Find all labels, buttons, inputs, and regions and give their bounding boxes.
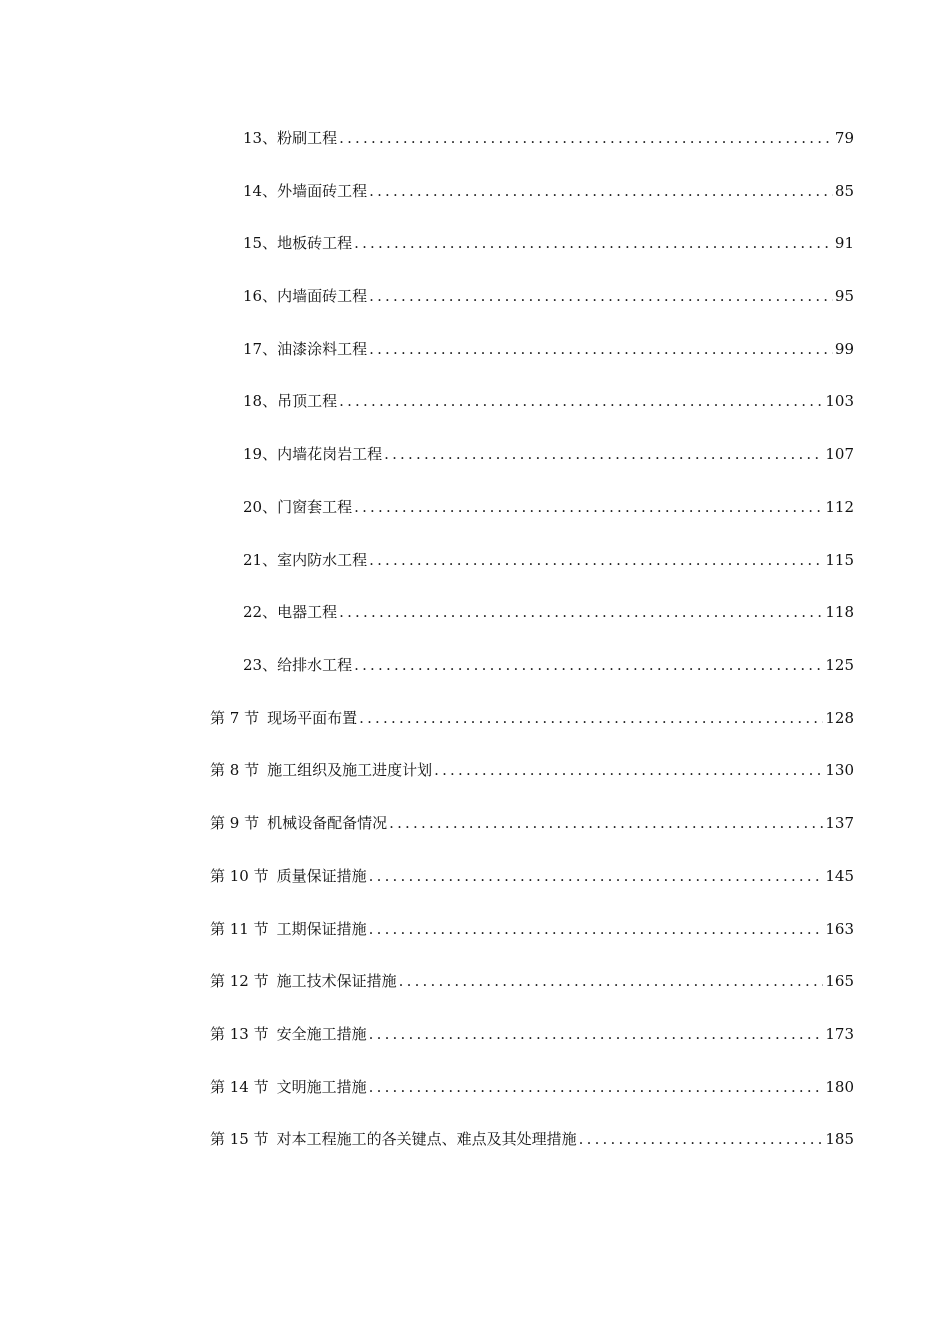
dot-leader [354,650,823,680]
toc-entry-page: 118 [825,603,854,621]
toc-entry-title: 给排水工程 [277,656,353,674]
toc-entry-page: 99 [834,340,854,358]
toc-entry-number: 20、 [243,498,278,516]
toc-entry-title: 室内防水工程 [277,551,368,569]
toc-entry-page: 125 [825,656,854,674]
toc-section-title: 工期保证措施 [276,920,367,938]
toc-entry-title: 内墙面砖工程 [277,287,368,305]
dot-leader [339,123,833,153]
toc-section-page: 130 [825,761,854,779]
toc-entry[interactable] [243,597,854,627]
dot-leader [354,492,823,522]
toc-entry-title: 门窗套工程 [277,498,353,516]
toc-section-label: 第 12 节 [210,972,269,990]
toc-section-label: 第 8 节 [210,761,260,779]
toc-section-page: 163 [825,920,854,938]
toc-entry-title: 吊顶工程 [277,392,338,410]
toc-entry[interactable] [243,545,854,575]
toc-section[interactable] [210,861,854,891]
toc-entry-number: 16、 [243,287,278,305]
dot-leader [339,386,823,416]
dot-leader [339,597,823,627]
toc-section[interactable] [210,1019,854,1049]
toc-section-label: 第 15 节 [210,1130,269,1148]
dot-leader [369,281,833,311]
toc-section-page: 128 [825,709,854,727]
toc-entry-page: 112 [825,498,854,516]
toc-entry-number: 23、 [243,656,278,674]
dot-leader [389,808,823,838]
toc-entry[interactable] [243,123,854,153]
toc-entry-title: 外墙面砖工程 [277,182,368,200]
toc-entry-number: 22、 [243,603,278,621]
toc-entry[interactable] [243,176,854,206]
toc-entry[interactable] [243,492,854,522]
toc-section[interactable] [210,1124,854,1154]
dot-leader [369,334,833,364]
dot-leader [354,228,833,258]
toc-section-label: 第 9 节 [210,814,260,832]
toc-section-page: 137 [825,814,854,832]
dot-leader [399,966,824,996]
dot-leader [369,861,824,891]
toc-section[interactable] [210,755,854,785]
toc-entry-page: 115 [825,551,854,569]
toc-section-title: 质量保证措施 [276,867,367,885]
toc-section-label: 第 14 节 [210,1078,269,1096]
toc-entry[interactable] [243,386,854,416]
toc-entry-number: 14、 [243,182,278,200]
toc-entry-page: 85 [834,182,854,200]
toc-section[interactable] [210,914,854,944]
toc-entry-number: 21、 [243,551,278,569]
dot-leader [384,439,823,469]
dot-leader [434,755,823,785]
toc-section-label: 第 13 节 [210,1025,269,1043]
toc-section-title: 施工技术保证措施 [276,972,397,990]
toc-entry[interactable] [243,650,854,680]
toc-entry-page: 107 [825,445,854,463]
toc-entry-number: 17、 [243,340,278,358]
toc-entry-number: 19、 [243,445,278,463]
toc-entry-number: 18、 [243,392,278,410]
toc-section-title: 安全施工措施 [276,1025,367,1043]
toc-section[interactable] [210,703,854,733]
toc-entry-number: 13、 [243,129,278,147]
dot-leader [579,1124,824,1154]
toc-entry-page: 103 [825,392,854,410]
toc-section-title: 施工组织及施工进度计划 [267,761,433,779]
toc-entry-page: 79 [834,129,854,147]
toc-entry-number: 15、 [243,234,278,252]
toc-entry-page: 95 [834,287,854,305]
toc-section-label: 第 7 节 [210,709,260,727]
toc-section-title: 机械设备配备情况 [267,814,388,832]
toc-section-label: 第 11 节 [210,920,269,938]
dot-leader [359,703,823,733]
toc-entry[interactable] [243,439,854,469]
toc-section-page: 173 [825,1025,854,1043]
dot-leader [369,914,824,944]
toc-entry[interactable] [243,281,854,311]
toc-entry[interactable] [243,228,854,258]
toc-entry-title: 油漆涂料工程 [277,340,368,358]
toc-section-page: 185 [825,1130,854,1148]
toc-entry-page: 91 [834,234,854,252]
dot-leader [369,1019,824,1049]
toc-section-title: 对本工程施工的各关键点、难点及其处理措施 [276,1130,577,1148]
toc-entry[interactable] [243,334,854,364]
toc-section-title: 文明施工措施 [276,1078,367,1096]
toc-section[interactable] [210,808,854,838]
toc-entry-title: 地板砖工程 [277,234,353,252]
toc-section[interactable] [210,1072,854,1102]
toc-section-page: 145 [825,867,854,885]
toc-entry-title: 内墙花岗岩工程 [277,445,383,463]
toc-entry-title: 粉刷工程 [277,129,338,147]
toc-entry-title: 电器工程 [277,603,338,621]
toc-section-label: 第 10 节 [210,867,269,885]
toc-section-page: 165 [825,972,854,990]
dot-leader [369,1072,824,1102]
toc-section-title: 现场平面布置 [267,709,358,727]
toc-section-page: 180 [825,1078,854,1096]
dot-leader [369,545,823,575]
toc-section[interactable] [210,966,854,996]
dot-leader [369,176,833,206]
